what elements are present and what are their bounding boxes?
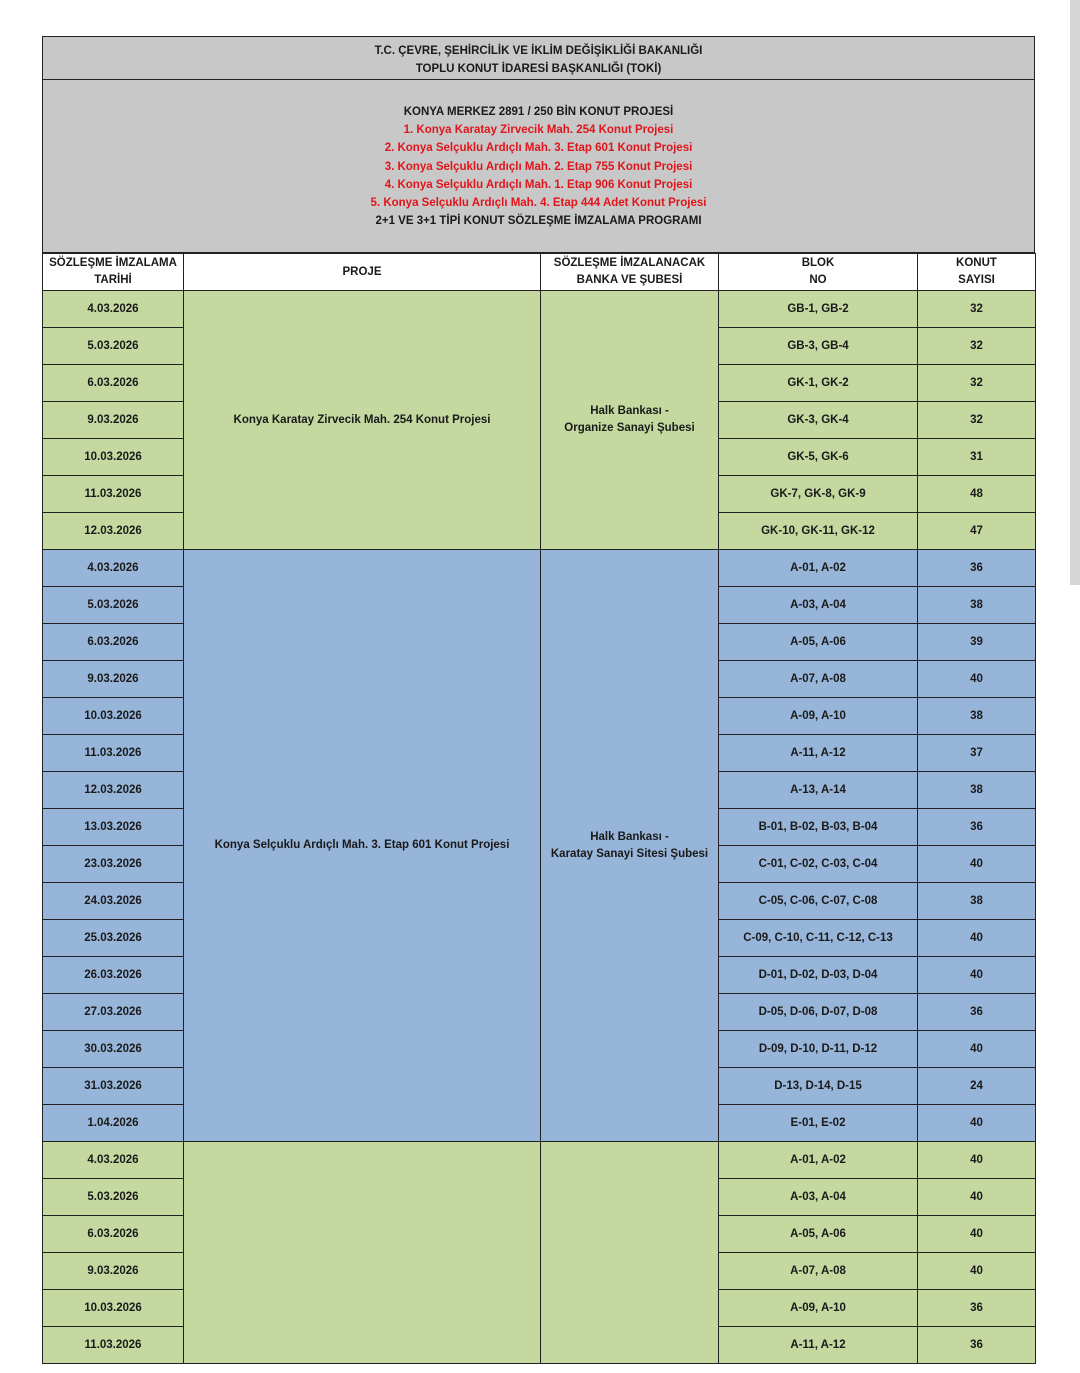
program-subtitle: 2+1 VE 3+1 TİPİ KONUT SÖZLEŞME İMZALAMA PROGRAMI bbox=[375, 215, 702, 228]
project-list-item: 2. Konya Selçuklu Ardıçlı Mah. 3. Etap 601 Konut Projesi bbox=[384, 142, 693, 155]
schedule-sheet bbox=[42, 36, 1035, 1364]
block-no-cell: E-01, E-02 bbox=[719, 1105, 918, 1142]
signing-date-cell: 1.04.2026 bbox=[43, 1105, 184, 1142]
block-no-cell: A-09, A-10 bbox=[719, 1290, 918, 1327]
unit-count-cell: 38 bbox=[918, 698, 1036, 735]
block-no-cell: B-01, B-02, B-03, B-04 bbox=[719, 809, 918, 846]
branch-name: Organize Sanayi Şubesi bbox=[564, 422, 695, 434]
unit-count-cell: 40 bbox=[918, 957, 1036, 994]
unit-count-cell: 32 bbox=[918, 328, 1036, 365]
unit-count-cell: 39 bbox=[918, 624, 1036, 661]
unit-count-cell: 38 bbox=[918, 883, 1036, 920]
block-no-cell: GK-3, GK-4 bbox=[719, 402, 918, 439]
block-no-cell: GK-5, GK-6 bbox=[719, 439, 918, 476]
unit-count-cell: 32 bbox=[918, 291, 1036, 328]
signing-date-cell: 24.03.2026 bbox=[43, 883, 184, 920]
signing-date-cell: 23.03.2026 bbox=[43, 846, 184, 883]
column-header-block: BLOK NO bbox=[719, 254, 918, 291]
signing-date-cell: 10.03.2026 bbox=[43, 1290, 184, 1327]
signing-date-cell: 11.03.2026 bbox=[43, 476, 184, 513]
block-no-cell: A-11, A-12 bbox=[719, 735, 918, 772]
signing-date-cell: 4.03.2026 bbox=[43, 1142, 184, 1179]
block-no-cell: A-01, A-02 bbox=[719, 1142, 918, 1179]
block-no-cell: GB-3, GB-4 bbox=[719, 328, 918, 365]
unit-count-cell: 47 bbox=[918, 513, 1036, 550]
signing-date-cell: 13.03.2026 bbox=[43, 809, 184, 846]
unit-count-cell: 38 bbox=[918, 772, 1036, 809]
signing-date-cell: 6.03.2026 bbox=[43, 1216, 184, 1253]
column-header-row bbox=[43, 254, 1036, 291]
project-cell: Konya Selçuklu Ardıçlı Mah. 3. Etap 601 Konut Projesi bbox=[184, 550, 541, 1142]
unit-count-cell: 37 bbox=[918, 735, 1036, 772]
unit-count-cell: 36 bbox=[918, 1290, 1036, 1327]
unit-count-cell: 40 bbox=[918, 1031, 1036, 1068]
branch-name: Karatay Sanayi Sitesi Şubesi bbox=[550, 847, 709, 860]
unit-count-cell: 38 bbox=[918, 587, 1036, 624]
signing-date-cell: 9.03.2026 bbox=[43, 1253, 184, 1290]
block-no-cell: C-09, C-10, C-11, C-12, C-13 bbox=[719, 920, 918, 957]
unit-count-cell: 40 bbox=[918, 846, 1036, 883]
unit-count-cell: 40 bbox=[918, 920, 1036, 957]
unit-count-cell: 36 bbox=[918, 1327, 1036, 1364]
project-cell bbox=[184, 1142, 541, 1364]
unit-count-cell: 32 bbox=[918, 365, 1036, 402]
signing-date-cell: 5.03.2026 bbox=[43, 587, 184, 624]
ministry-header bbox=[42, 36, 1035, 80]
block-no-cell: A-01, A-02 bbox=[719, 550, 918, 587]
unit-count-cell: 36 bbox=[918, 994, 1036, 1031]
block-no-cell: C-01, C-02, C-03, C-04 bbox=[719, 846, 918, 883]
program-header bbox=[42, 80, 1035, 253]
project-list-item: 3. Konya Selçuklu Ardıçlı Mah. 2. Etap 755 Konut Projesi bbox=[384, 160, 693, 173]
signing-date-cell: 9.03.2026 bbox=[43, 661, 184, 698]
signing-date-cell: 10.03.2026 bbox=[43, 698, 184, 735]
signing-date-cell: 26.03.2026 bbox=[43, 957, 184, 994]
unit-count-cell: 36 bbox=[918, 809, 1036, 846]
unit-count-cell: 48 bbox=[918, 476, 1036, 513]
signing-date-cell: 12.03.2026 bbox=[43, 772, 184, 809]
signing-date-cell: 5.03.2026 bbox=[43, 1179, 184, 1216]
project-list-item: 1. Konya Karatay Zirvecik Mah. 254 Konut Projesi bbox=[403, 124, 674, 137]
table-row bbox=[43, 1142, 1036, 1179]
column-header-bank: SÖZLEŞME İMZALANACAK BANKA VE ŞUBESİ bbox=[541, 254, 719, 291]
block-no-cell: C-05, C-06, C-07, C-08 bbox=[719, 883, 918, 920]
signing-date-cell: 12.03.2026 bbox=[43, 513, 184, 550]
bank-branch-cell bbox=[541, 291, 719, 550]
signing-date-cell: 30.03.2026 bbox=[43, 1031, 184, 1068]
unit-count-cell: 40 bbox=[918, 1105, 1036, 1142]
signing-date-cell: 10.03.2026 bbox=[43, 439, 184, 476]
column-header-project: PROJE bbox=[184, 254, 541, 291]
table-row bbox=[43, 550, 1036, 587]
column-header-count: KONUT SAYISI bbox=[918, 254, 1036, 291]
block-no-cell: A-05, A-06 bbox=[719, 624, 918, 661]
unit-count-cell: 31 bbox=[918, 439, 1036, 476]
project-list-item: 4. Konya Selçuklu Ardıçlı Mah. 1. Etap 906 Konut Projesi bbox=[384, 178, 693, 191]
bank-branch-cell bbox=[541, 1142, 719, 1364]
scrollbar[interactable] bbox=[1070, 0, 1080, 585]
signing-date-cell: 4.03.2026 bbox=[43, 291, 184, 328]
bank-branch-cell bbox=[541, 550, 719, 1142]
project-cell: Konya Karatay Zirvecik Mah. 254 Konut Projesi bbox=[184, 291, 541, 550]
block-no-cell: A-13, A-14 bbox=[719, 772, 918, 809]
unit-count-cell: 32 bbox=[918, 402, 1036, 439]
signing-date-cell: 4.03.2026 bbox=[43, 550, 184, 587]
block-no-cell: GK-10, GK-11, GK-12 bbox=[719, 513, 918, 550]
signing-date-cell: 5.03.2026 bbox=[43, 328, 184, 365]
schedule-table bbox=[42, 253, 1036, 1364]
block-no-cell: GK-1, GK-2 bbox=[719, 365, 918, 402]
signing-date-cell: 11.03.2026 bbox=[43, 735, 184, 772]
block-no-cell: D-05, D-06, D-07, D-08 bbox=[719, 994, 918, 1031]
program-title: KONYA MERKEZ 2891 / 250 BİN KONUT PROJESİ bbox=[403, 106, 674, 118]
signing-date-cell: 6.03.2026 bbox=[43, 624, 184, 661]
block-no-cell: A-03, A-04 bbox=[719, 587, 918, 624]
block-no-cell: A-07, A-08 bbox=[719, 1253, 918, 1290]
signing-date-cell: 25.03.2026 bbox=[43, 920, 184, 957]
project-list-item: 5. Konya Selçuklu Ardıçlı Mah. 4. Etap 444 Adet Konut Projesi bbox=[370, 197, 707, 210]
unit-count-cell: 36 bbox=[918, 550, 1036, 587]
unit-count-cell: 40 bbox=[918, 661, 1036, 698]
signing-date-cell: 31.03.2026 bbox=[43, 1068, 184, 1105]
block-no-cell: GK-7, GK-8, GK-9 bbox=[719, 476, 918, 513]
table-row bbox=[43, 291, 1036, 328]
bank-name: Halk Bankası - bbox=[590, 405, 669, 417]
block-no-cell: A-03, A-04 bbox=[719, 1179, 918, 1216]
block-no-cell: D-01, D-02, D-03, D-04 bbox=[719, 957, 918, 994]
administration-name: TOPLU KONUT İDARESİ BAŞKANLIĞI (TOKİ) bbox=[415, 63, 662, 75]
block-no-cell: A-09, A-10 bbox=[719, 698, 918, 735]
signing-date-cell: 6.03.2026 bbox=[43, 365, 184, 402]
block-no-cell: GB-1, GB-2 bbox=[719, 291, 918, 328]
bank-name: Halk Bankası - bbox=[590, 830, 669, 843]
block-no-cell: A-11, A-12 bbox=[719, 1327, 918, 1364]
unit-count-cell: 40 bbox=[918, 1179, 1036, 1216]
unit-count-cell: 40 bbox=[918, 1142, 1036, 1179]
signing-date-cell: 11.03.2026 bbox=[43, 1327, 184, 1364]
block-no-cell: D-09, D-10, D-11, D-12 bbox=[719, 1031, 918, 1068]
column-header-date: SÖZLEŞME İMZALAMA TARİHİ bbox=[43, 254, 184, 291]
unit-count-cell: 40 bbox=[918, 1253, 1036, 1290]
block-no-cell: A-05, A-06 bbox=[719, 1216, 918, 1253]
unit-count-cell: 24 bbox=[918, 1068, 1036, 1105]
unit-count-cell: 40 bbox=[918, 1216, 1036, 1253]
signing-date-cell: 27.03.2026 bbox=[43, 994, 184, 1031]
block-no-cell: D-13, D-14, D-15 bbox=[719, 1068, 918, 1105]
ministry-name: T.C. ÇEVRE, ŞEHİRCİLİK VE İKLİM DEĞİŞİKLİĞİ BAKANLIĞI bbox=[374, 45, 703, 57]
signing-date-cell: 9.03.2026 bbox=[43, 402, 184, 439]
block-no-cell: A-07, A-08 bbox=[719, 661, 918, 698]
